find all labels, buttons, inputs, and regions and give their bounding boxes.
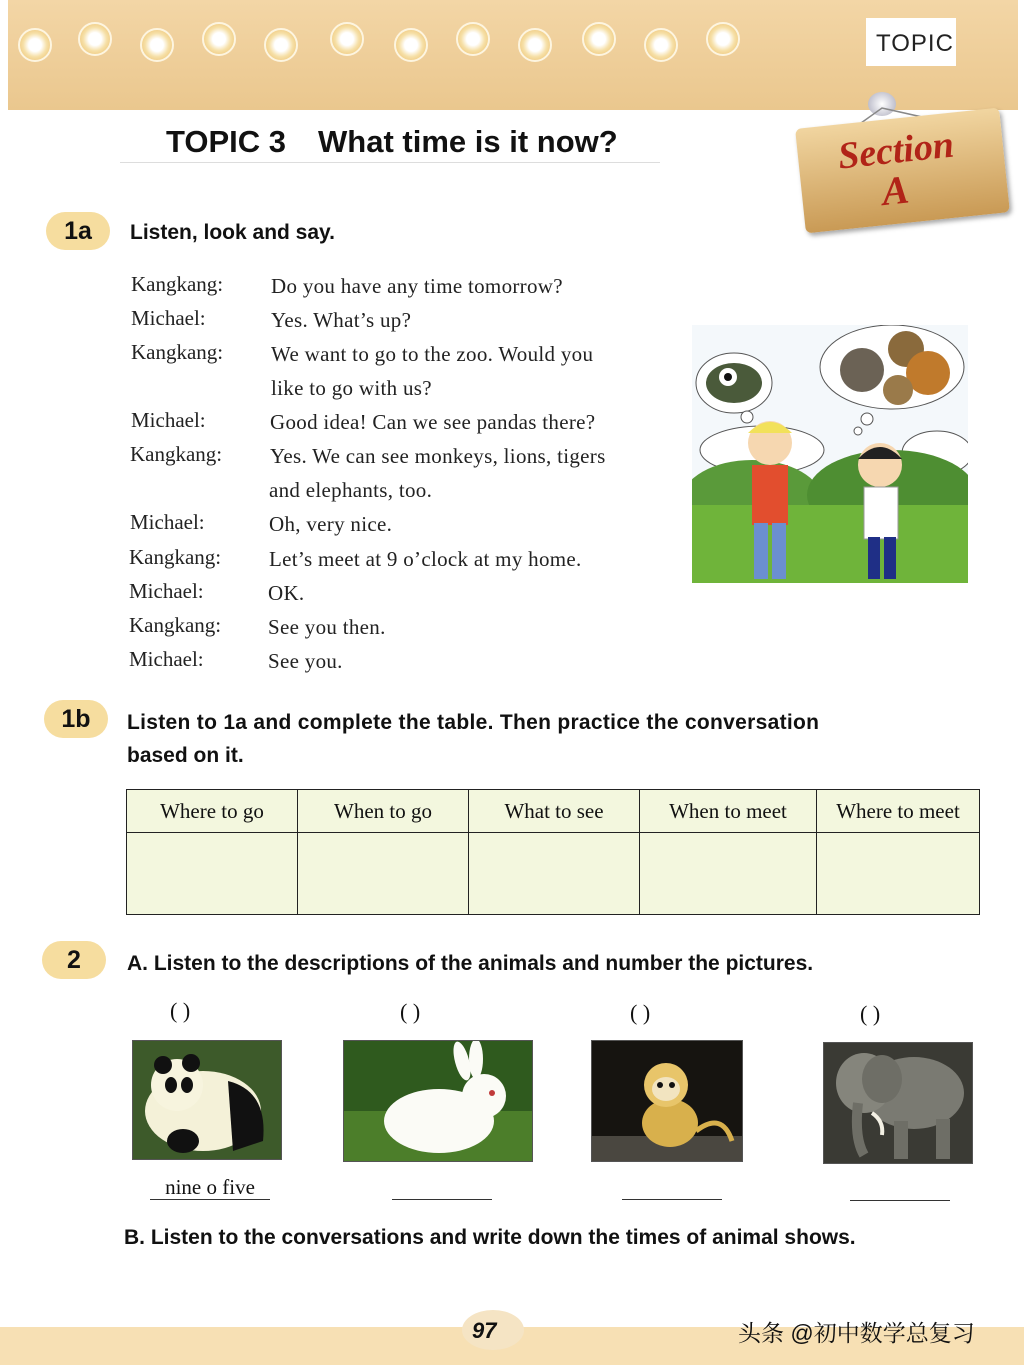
answer-line[interactable]	[850, 1200, 950, 1201]
instruction-1a: Listen, look and say.	[130, 221, 335, 244]
banner-circle	[518, 28, 552, 62]
speaker: Kangkang:	[130, 442, 223, 466]
banner-circle	[644, 28, 678, 62]
speaker: Michael:	[131, 306, 206, 330]
table-header: When to meet	[640, 790, 817, 833]
speaker: Kangkang:	[131, 272, 224, 296]
monkey-picture	[591, 1040, 743, 1162]
banner-circle	[456, 22, 490, 56]
dialogue-line: OK.	[268, 581, 305, 605]
dialogue-line: Do you have any time tomorrow?	[271, 274, 563, 298]
title-underline	[120, 162, 660, 163]
section-letter: A	[879, 166, 912, 215]
banner-circle	[140, 28, 174, 62]
illustration-boys	[692, 325, 968, 583]
exercise-label-1a: 1a	[46, 212, 110, 250]
banner-circle	[78, 22, 112, 56]
answer-cell[interactable]	[640, 833, 817, 915]
table-answer-row	[127, 833, 980, 915]
speaker: Kangkang:	[131, 340, 224, 364]
answer-line[interactable]	[622, 1199, 722, 1200]
answer-line	[150, 1199, 270, 1200]
top-banner	[8, 0, 1018, 110]
banner-circle	[330, 22, 364, 56]
page-number: 97	[472, 1318, 497, 1343]
table-header: What to see	[469, 790, 640, 833]
completion-table	[126, 789, 980, 915]
topic-tab-label: TOPIC	[876, 30, 954, 57]
number-paren[interactable]: ( )	[400, 999, 421, 1024]
banner-circle	[394, 28, 428, 62]
instruction-1b-line1: Listen to 1a and complete the table. Then practice the conversation	[127, 711, 820, 734]
answer-cell[interactable]	[298, 833, 469, 915]
banner-circle	[264, 28, 298, 62]
answer-line[interactable]	[392, 1199, 492, 1200]
dialogue-line: Oh, very nice.	[269, 512, 393, 536]
dialogue-line: See you.	[268, 649, 343, 673]
speaker: Michael:	[129, 579, 204, 603]
topic-number: TOPIC 3	[166, 124, 287, 159]
dialogue-line: See you then.	[268, 615, 386, 639]
banner-circle	[706, 22, 740, 56]
watermark: 头条 @初中数学总复习	[738, 1320, 975, 1346]
table-header: Where to go	[127, 790, 298, 833]
page-title	[166, 124, 618, 160]
dialogue-line: like to go with us?	[271, 376, 432, 400]
panda-picture	[132, 1040, 282, 1160]
number-paren[interactable]: ( )	[860, 1001, 881, 1026]
dialogue-line: Yes. What’s up?	[271, 308, 412, 332]
exercise-label-1b: 1b	[44, 700, 108, 738]
table-header: When to go	[298, 790, 469, 833]
exercise-label-2: 2	[42, 941, 106, 979]
rabbit-picture	[343, 1040, 533, 1162]
instruction-1b-line2: based on it.	[127, 744, 244, 767]
table-header-row	[127, 790, 980, 833]
section-badge	[795, 108, 1010, 234]
answer-cell[interactable]	[127, 833, 298, 915]
dialogue-line: Good idea! Can we see pandas there?	[270, 410, 596, 434]
speaker: Michael:	[131, 408, 206, 432]
number-paren[interactable]: ( )	[170, 998, 191, 1023]
instruction-2a: A. Listen to the descriptions of the animals and number the pictures.	[127, 952, 814, 975]
instruction-2b: B. Listen to the conversations and write down the times of animal shows.	[124, 1226, 856, 1249]
answer-cell[interactable]	[817, 833, 980, 915]
topic-question: What time is it now?	[318, 124, 618, 159]
dialogue-line: and elephants, too.	[269, 478, 433, 502]
banner-circle	[582, 22, 616, 56]
number-paren[interactable]: ( )	[630, 1000, 651, 1025]
topic-tab	[866, 18, 956, 66]
answer-cell[interactable]	[469, 833, 640, 915]
banner-circle	[18, 28, 52, 62]
table-header: Where to meet	[817, 790, 980, 833]
speaker: Michael:	[129, 647, 204, 671]
banner-circle	[202, 22, 236, 56]
dialogue-line: Yes. We can see monkeys, lions, tigers	[270, 444, 606, 468]
section-word: Section	[836, 123, 956, 178]
speaker: Kangkang:	[129, 613, 222, 637]
dialogue-line: Let’s meet at 9 o’clock at my home.	[269, 547, 582, 571]
answer-text: nine o five	[165, 1175, 255, 1199]
dialogue-line: We want to go to the zoo. Would you	[271, 342, 594, 366]
speaker: Kangkang:	[129, 545, 222, 569]
elephant-picture	[823, 1042, 973, 1164]
speaker: Michael:	[130, 510, 205, 534]
